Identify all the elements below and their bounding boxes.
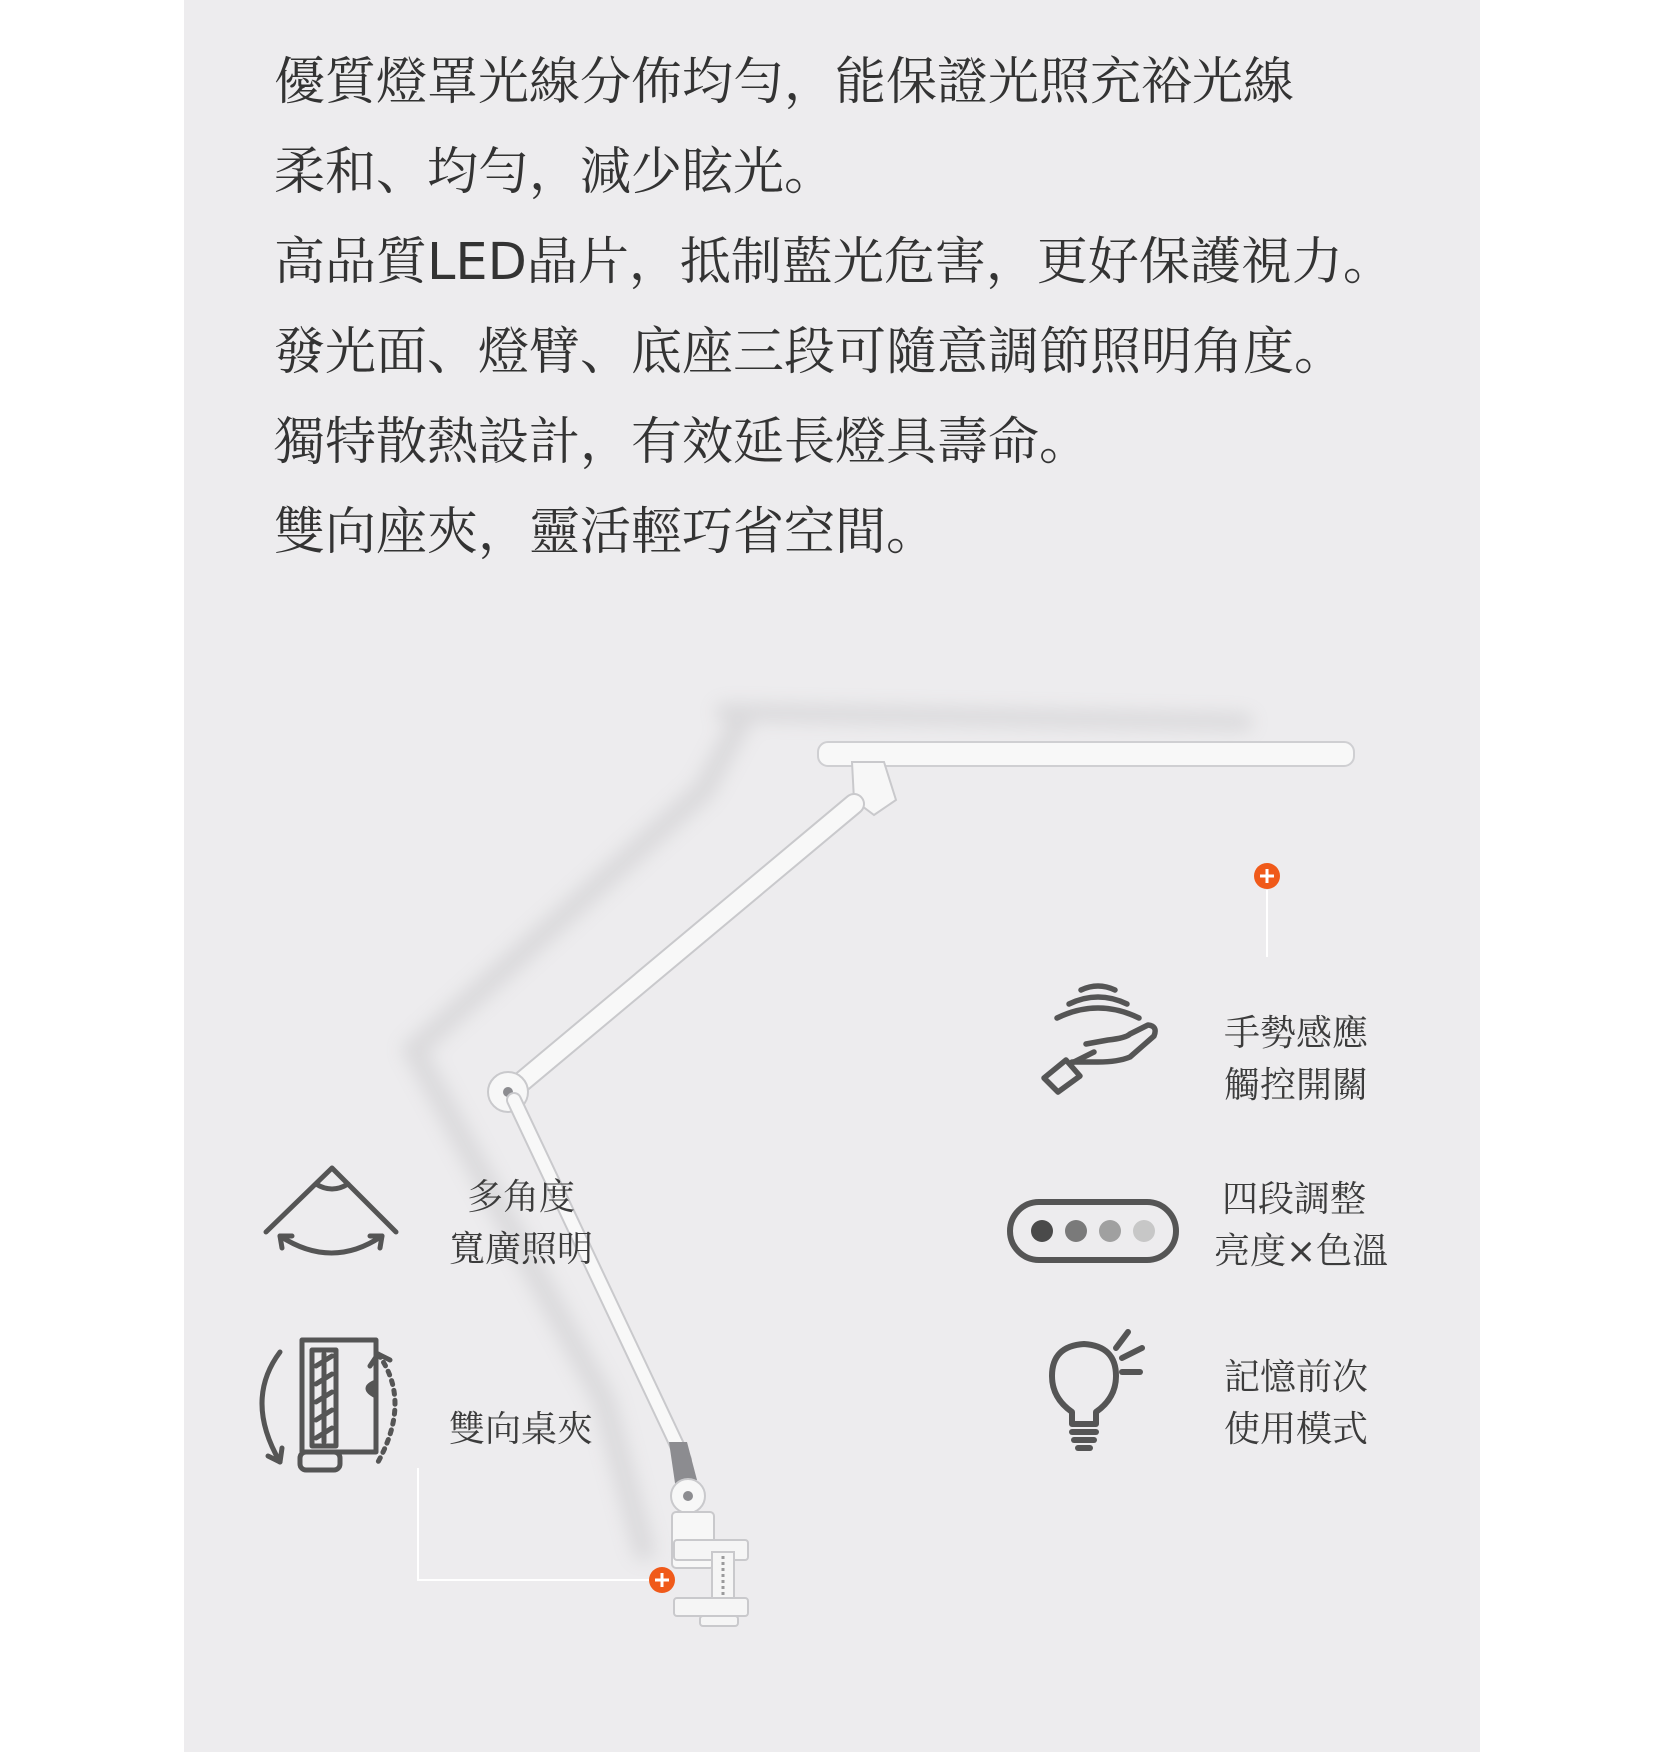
gesture-feature-label — [1224, 1008, 1369, 1112]
intro-line: 柔和、均勻，減少眩光。 — [274, 143, 836, 202]
sensor-plus-marker — [1254, 863, 1280, 889]
hand-wave-sensor-icon — [1036, 982, 1160, 1098]
angle-line2: 寬廣照明 — [448, 1229, 593, 1270]
angle-feature-label — [446, 1172, 596, 1276]
intro-line: 優質燈罩光線分佈均勻，能保證光照充裕光線 — [274, 53, 1295, 112]
angle-line1: 多角度 — [466, 1177, 575, 1218]
desk-clamp — [672, 1512, 748, 1626]
rotate-clamp-icon — [250, 1336, 414, 1478]
intro-line: 獨特散熱設計，有效延長燈具壽命。 — [274, 413, 1091, 472]
lamp-head — [818, 742, 1354, 766]
intro-line: 發光面、燈臂、底座三段可隨意調節照明角度。 — [274, 323, 1346, 382]
memory-line2: 使用模式 — [1224, 1409, 1369, 1450]
desk-lamp-illustration — [184, 0, 1480, 1752]
memory-line1: 記憶前次 — [1224, 1357, 1369, 1398]
clamp-feature-label — [446, 1404, 596, 1456]
brightness-line1: 四段調整 — [1221, 1179, 1366, 1220]
clamp-plus-marker — [649, 1567, 675, 1593]
brightness-feature-label — [1214, 1174, 1389, 1278]
intro-line: 雙向座夾，靈活輕巧省空間。 — [274, 503, 938, 562]
gesture-line2: 觸控開關 — [1224, 1065, 1369, 1106]
clamp-line1: 雙向桌夾 — [448, 1409, 593, 1450]
light-bulb-icon — [1044, 1328, 1148, 1456]
wide-angle-arc-icon — [262, 1162, 400, 1262]
intro-line: 高品質LED晶片，抵制藍光危害，更好保護視力。 — [274, 233, 1394, 292]
gesture-line1: 手勢感應 — [1224, 1013, 1369, 1054]
product-feature-panel — [184, 0, 1480, 1752]
brightness-line2: 亮度×色溫 — [1214, 1231, 1389, 1272]
four-dot-level-icon — [1006, 1196, 1182, 1268]
memory-feature-label — [1224, 1352, 1369, 1456]
